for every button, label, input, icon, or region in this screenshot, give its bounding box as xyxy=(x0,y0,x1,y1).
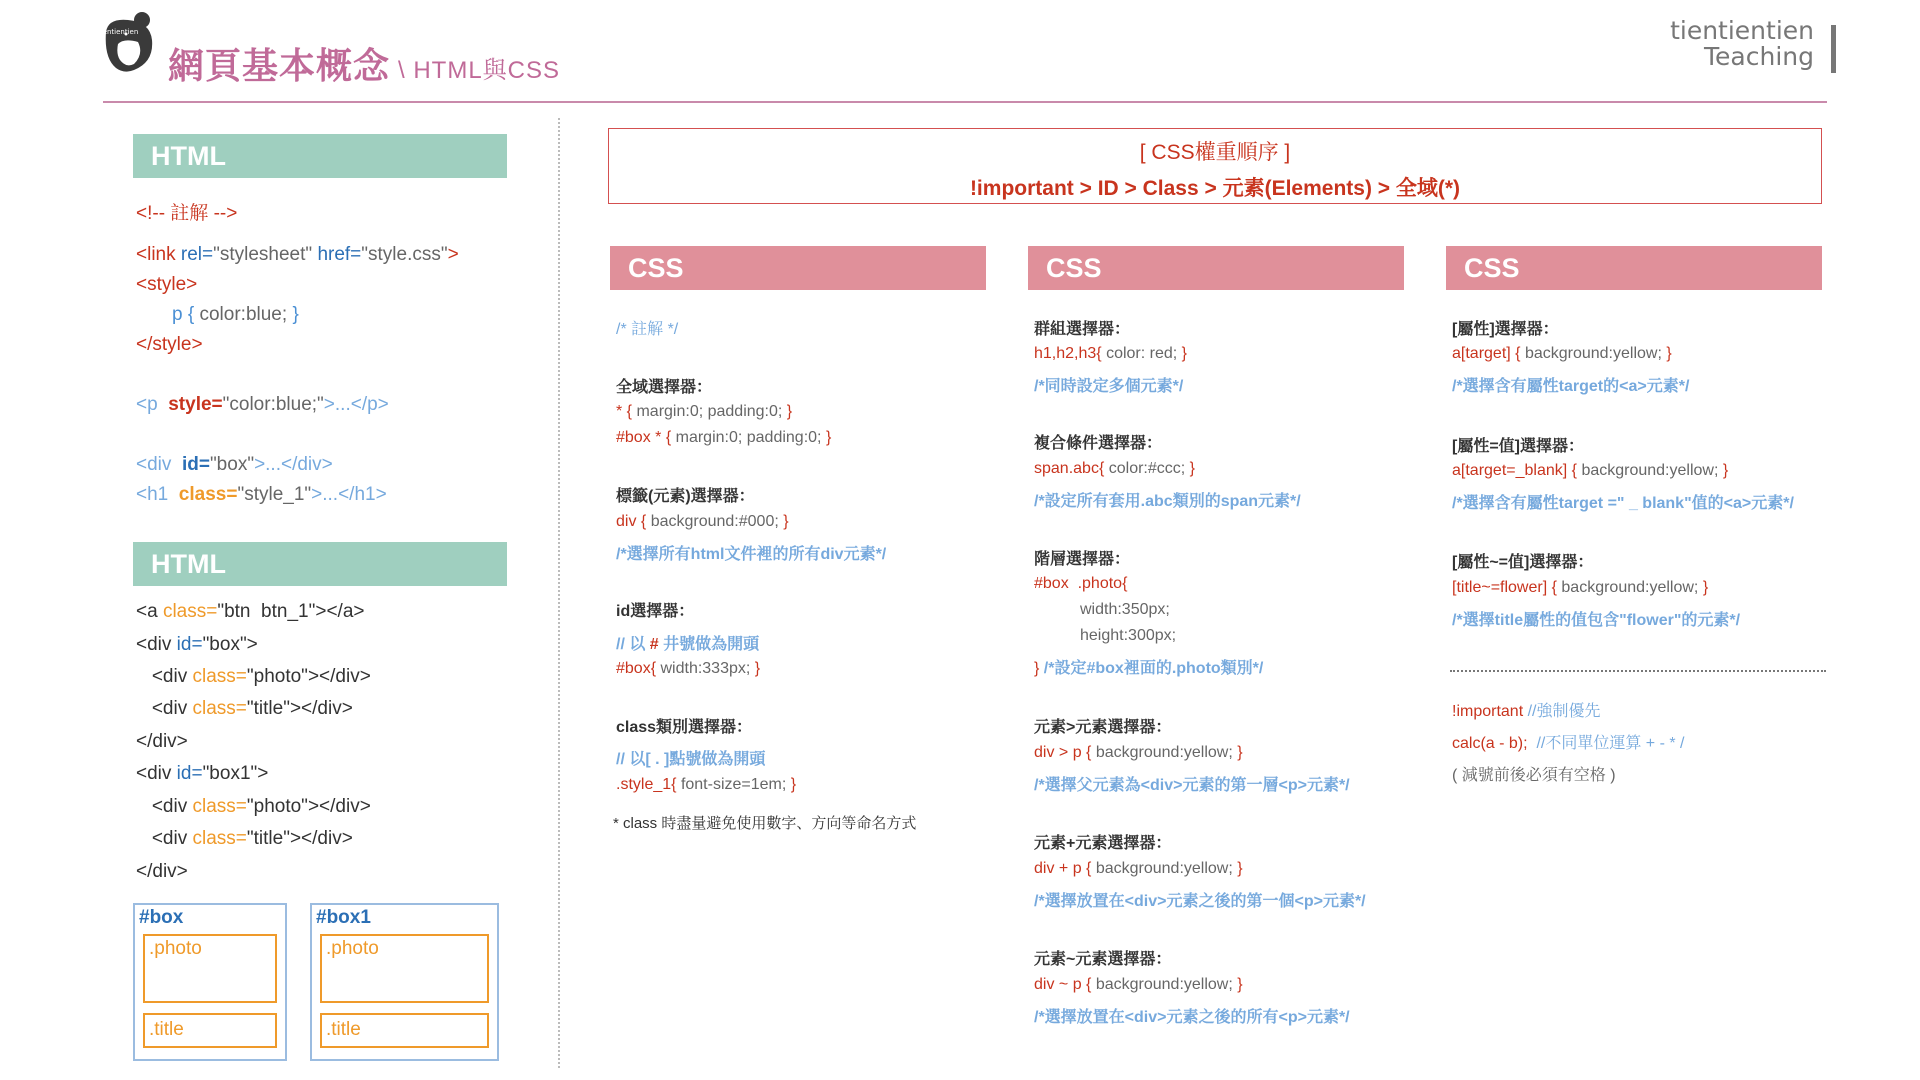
sibling-rule xyxy=(1034,976,1243,994)
box-diagram-label: #box xyxy=(139,907,184,928)
attr-tilde-selector: [title~=flower] { xyxy=(1452,579,1562,596)
div-title2-open: <div xyxy=(136,828,193,849)
box-universal-selector: #box * { xyxy=(616,429,676,446)
compound-comment: /*設定所有套用.abc類別的span元素*/ xyxy=(1034,493,1301,510)
attr-eq-close: } xyxy=(1722,462,1729,479)
sibling-selector-heading: 元素~元素選擇器： xyxy=(1034,951,1172,968)
descendant-selector: #box .photo{ xyxy=(1034,575,1128,592)
universal-selector-heading: 全域選擇器： xyxy=(616,379,713,396)
descendant-height xyxy=(1080,627,1176,645)
attr-close: } xyxy=(1666,345,1672,362)
group-comment: /*同時設定多個元素*/ xyxy=(1034,378,1184,395)
h1-rest: >...</h1> xyxy=(311,484,387,505)
a-close: ></a> xyxy=(315,601,365,622)
adjacent-declaration: background:yellow; xyxy=(1095,860,1238,877)
p-declaration: color:blue; xyxy=(199,304,293,325)
attr-eq-declaration: background:yellow; xyxy=(1581,462,1723,479)
link-rel-value: "stylesheet" xyxy=(213,244,318,265)
div-title-line-2 xyxy=(136,828,353,850)
sibling-comment: /*選擇放置在<div>元素之後的所有<p>元素*/ xyxy=(1034,1009,1350,1026)
box-universal-declaration: margin:0; padding:0; xyxy=(675,429,826,446)
compound-declaration: color:#ccc; xyxy=(1108,460,1190,477)
universal-selector: * { xyxy=(616,403,637,420)
attr-tilde-selector-heading: [屬性~=值]選擇器： xyxy=(1452,554,1594,571)
box1-diagram-label: #box1 xyxy=(316,907,371,928)
universal-rule-1 xyxy=(616,403,792,421)
css-priority-order: !important > ID > Class > 元素(Elements) > 全域(*) xyxy=(969,177,1461,200)
p-inline-line xyxy=(136,394,389,416)
calc-function: calc(a - b); xyxy=(1452,735,1537,752)
a-open: <a xyxy=(136,601,163,622)
div-photo-class-value: "photo" xyxy=(246,666,308,687)
div-box-close-line xyxy=(136,731,188,753)
descendant-comment: /*設定#box裡面的.photo類別*/ xyxy=(1043,660,1264,677)
div-title-class-attr: class= xyxy=(192,698,247,719)
style-close-line xyxy=(136,334,203,356)
brand-line-2: Teaching xyxy=(1704,42,1814,71)
calc-note-line xyxy=(1452,762,1616,785)
tag-declaration: background:#000; xyxy=(650,513,784,530)
h1-class-line xyxy=(136,484,387,506)
id-declaration: width:333px; xyxy=(660,660,755,677)
div-id-value: "box" xyxy=(209,454,255,475)
css-comment: /* 註解 */ xyxy=(616,321,679,338)
div-box-id-attr: id= xyxy=(176,634,203,655)
a-class-value: "btn btn_1" xyxy=(217,601,316,622)
link-href-value: "style.css" xyxy=(361,244,448,265)
h1-class-value: "style_1" xyxy=(237,484,312,505)
section-divider-dotted xyxy=(1450,670,1826,672)
attr-declaration: background:yellow; xyxy=(1524,345,1667,362)
class-declaration: font-size=1em; xyxy=(680,776,791,793)
div-box1-id-attr: id= xyxy=(176,763,203,784)
div-box-open: <div xyxy=(136,634,177,655)
adjacent-close: } xyxy=(1237,860,1243,877)
attr-eq-selector: a[target=_blank] { xyxy=(1452,462,1582,479)
descendant-height-decl: height:300px; xyxy=(1080,627,1177,644)
link-rel-attr: rel= xyxy=(180,244,214,265)
html-comment: <!-- 註解 --> xyxy=(136,203,238,224)
id-selector: #box{ xyxy=(616,660,661,677)
descendant-close: } xyxy=(1034,660,1044,677)
id-comment-line xyxy=(616,631,759,654)
sibling-close: } xyxy=(1237,976,1243,993)
header-divider xyxy=(103,101,1827,103)
p-style-value: "color:blue;" xyxy=(222,394,324,415)
p-close-brace: } xyxy=(292,304,299,325)
child-selector-heading: 元素>元素選擇器： xyxy=(1034,719,1172,736)
tag-selector-heading: 標籤(元素)選擇器： xyxy=(616,488,755,505)
box1-photo-label: .photo xyxy=(326,938,379,959)
link-close: > xyxy=(447,244,459,265)
style-open-line xyxy=(136,274,197,296)
box-universal-close: } xyxy=(825,429,832,446)
box-title-frame xyxy=(143,1013,277,1048)
css-comment-line xyxy=(616,316,678,339)
div-rest: >...</div> xyxy=(254,454,333,475)
box1-title-frame xyxy=(320,1013,489,1048)
important-keyword: !important xyxy=(1452,703,1528,720)
child-close: } xyxy=(1237,744,1243,761)
logo-avatar-icon xyxy=(98,10,160,80)
div-open-tag: <div xyxy=(136,454,182,475)
link-href-attr: href= xyxy=(317,244,362,265)
attr-selector-heading: [屬性]選擇器： xyxy=(1452,321,1559,338)
group-selector: h1,h2,h3{ xyxy=(1034,345,1107,362)
descendant-selector-heading: 階層選擇器： xyxy=(1034,551,1131,568)
a-class-attr: class= xyxy=(162,601,218,622)
class-close: } xyxy=(790,776,797,793)
box1-photo-frame xyxy=(320,934,489,1003)
id-comment-prefix: // 以 xyxy=(616,636,650,653)
adjacent-comment: /*選擇放置在<div>元素之後的第一個<p>元素*/ xyxy=(1034,893,1366,910)
id-selector-heading: id選擇器： xyxy=(616,603,695,620)
descendant-rule-open xyxy=(1034,575,1127,593)
box-diagram xyxy=(133,903,287,1061)
logo-text: tientientien xyxy=(98,28,139,36)
group-declaration: color: red; xyxy=(1106,345,1182,362)
box-title-label: .title xyxy=(149,1019,184,1040)
group-selector-heading: 群組選擇器： xyxy=(1034,321,1131,338)
descendant-rule-close xyxy=(1034,655,1263,678)
sibling-selector: div ~ p { xyxy=(1034,976,1096,993)
compound-rule xyxy=(1034,460,1195,478)
class-selector: .style_1{ xyxy=(616,776,681,793)
style-close-tag: </style> xyxy=(136,334,203,355)
tag-rule xyxy=(616,513,789,531)
p-rest: >...</p> xyxy=(323,394,389,415)
box1-diagram xyxy=(310,903,499,1061)
adjacent-rule xyxy=(1034,860,1243,878)
descendant-width-decl: width:350px; xyxy=(1080,601,1170,618)
p-style-attr: style= xyxy=(168,394,223,415)
div-title2-class-attr: class= xyxy=(192,828,247,849)
div-title-class-value: "title" xyxy=(246,698,290,719)
brand-bar xyxy=(1831,25,1836,73)
div-photo2-close: ></div> xyxy=(307,796,371,817)
div-photo2-class-value: "photo" xyxy=(246,796,308,817)
div-box-id-value: "box"> xyxy=(202,634,258,655)
attr-eq-selector-heading: [屬性=值]選擇器： xyxy=(1452,438,1585,455)
child-rule xyxy=(1034,744,1243,762)
compound-selector-heading: 複合條件選擇器： xyxy=(1034,435,1163,452)
child-declaration: background:yellow; xyxy=(1095,744,1238,761)
div-photo2-open: <div xyxy=(136,796,193,817)
div-box-line xyxy=(136,634,258,656)
calc-note: ( 減號前後必須有空格 ) xyxy=(1452,767,1616,784)
div-photo2-class-attr: class= xyxy=(192,796,247,817)
div-box1-close: </div> xyxy=(136,861,188,882)
child-selector: div > p { xyxy=(1034,744,1096,761)
h1-class-attr: class= xyxy=(178,484,238,505)
logo xyxy=(98,10,160,80)
div-photo-open: <div xyxy=(136,666,193,687)
id-rule xyxy=(616,660,760,678)
p-open-tag: <p xyxy=(136,394,169,415)
div-title-open: <div xyxy=(136,698,193,719)
div-box-close: </div> xyxy=(136,731,188,752)
div-title-close: ></div> xyxy=(289,698,353,719)
link-tag: <link xyxy=(136,244,181,265)
div-box1-line xyxy=(136,763,268,785)
id-comment-suffix: 井號做為開頭 xyxy=(663,636,760,653)
universal-rule-2 xyxy=(616,429,831,447)
adjacent-selector: div + p { xyxy=(1034,860,1096,877)
adjacent-selector-heading: 元素+元素選擇器： xyxy=(1034,835,1172,852)
div-title-line-1 xyxy=(136,698,353,720)
div-photo-close: ></div> xyxy=(307,666,371,687)
child-comment: /*選擇父元素為<div>元素的第一層<p>元素*/ xyxy=(1034,777,1350,794)
html-comment-line xyxy=(136,198,237,225)
p-selector: p { xyxy=(172,304,200,325)
div-photo-class-attr: class= xyxy=(192,666,247,687)
attr-tilde-rule xyxy=(1452,579,1708,597)
div-title2-close: ></div> xyxy=(289,828,353,849)
html-section-bar-1: HTML xyxy=(133,134,507,178)
group-close: } xyxy=(1181,345,1188,362)
universal-close: } xyxy=(786,403,793,420)
div-box1-close-line xyxy=(136,861,188,883)
attr-selector: a[target] { xyxy=(1452,345,1525,362)
title-subtitle: \ HTML與CSS xyxy=(398,57,561,84)
attr-tilde-declaration: background:yellow; xyxy=(1561,579,1703,596)
class-comment: // 以[ . ]點號做為開頭 xyxy=(616,751,766,768)
column-divider xyxy=(558,118,560,1068)
attr-rule xyxy=(1452,345,1672,363)
page-title xyxy=(168,38,560,89)
a-line xyxy=(136,601,365,623)
style-open-tag: <style> xyxy=(136,274,198,295)
calc-line xyxy=(1452,730,1685,753)
sibling-declaration: background:yellow; xyxy=(1095,976,1238,993)
box1-title-label: .title xyxy=(326,1019,361,1040)
class-rule xyxy=(616,776,796,794)
attr-eq-comment: /*選擇含有屬性target =" _ blank"值的<a>元素*/ xyxy=(1452,495,1794,512)
div-box1-id-value: "box1"> xyxy=(202,763,269,784)
compound-selector: span.abc{ xyxy=(1034,460,1109,477)
id-hash: # xyxy=(649,636,664,653)
div-id-attr: id= xyxy=(181,454,210,475)
brand-line-1: tientientien xyxy=(1670,16,1814,45)
compound-close: } xyxy=(1189,460,1195,477)
calc-comment: //不同單位運算 + - * / xyxy=(1536,735,1685,752)
id-close: } xyxy=(754,660,761,677)
attr-tilde-comment: /*選擇title屬性的值包含"flower"的元素*/ xyxy=(1452,612,1741,629)
attr-eq-rule xyxy=(1452,462,1728,480)
css-section-bar-3: CSS xyxy=(1446,246,1822,290)
div-photo-line-1 xyxy=(136,666,371,688)
link-line xyxy=(136,244,459,266)
class-selector-heading: class類別選擇器： xyxy=(616,719,753,736)
tag-comment: /*選擇所有html文件裡的所有div元素*/ xyxy=(616,546,887,563)
div-title2-class-value: "title" xyxy=(246,828,290,849)
class-naming-note: * class 時盡量避免使用數字、方向等命名方式 xyxy=(613,815,917,832)
css-section-bar-1: CSS xyxy=(610,246,986,290)
box-photo-label: .photo xyxy=(149,938,202,959)
div-box1-open: <div xyxy=(136,763,177,784)
div-photo-line-2 xyxy=(136,796,371,818)
p-rule-line xyxy=(172,304,299,326)
h1-open-tag: <h1 xyxy=(136,484,179,505)
html-section-bar-2: HTML xyxy=(133,542,507,586)
css-priority-title: [ CSS權重順序 ] xyxy=(1139,141,1291,164)
important-line xyxy=(1452,698,1601,721)
div-id-line xyxy=(136,454,333,476)
important-comment: //強制優先 xyxy=(1527,703,1601,720)
universal-declaration: margin:0; padding:0; xyxy=(636,403,787,420)
tag-selector: div { xyxy=(616,513,651,530)
box-photo-frame xyxy=(143,934,277,1003)
attr-tilde-close: } xyxy=(1702,579,1709,596)
tag-close: } xyxy=(783,513,789,530)
brand xyxy=(1670,18,1830,70)
title-main: 網頁基本概念 xyxy=(168,45,391,86)
descendant-width xyxy=(1080,601,1170,619)
attr-comment: /*選擇含有屬性target的<a>元素*/ xyxy=(1452,378,1690,395)
css-section-bar-2: CSS xyxy=(1028,246,1404,290)
group-rule xyxy=(1034,345,1187,363)
